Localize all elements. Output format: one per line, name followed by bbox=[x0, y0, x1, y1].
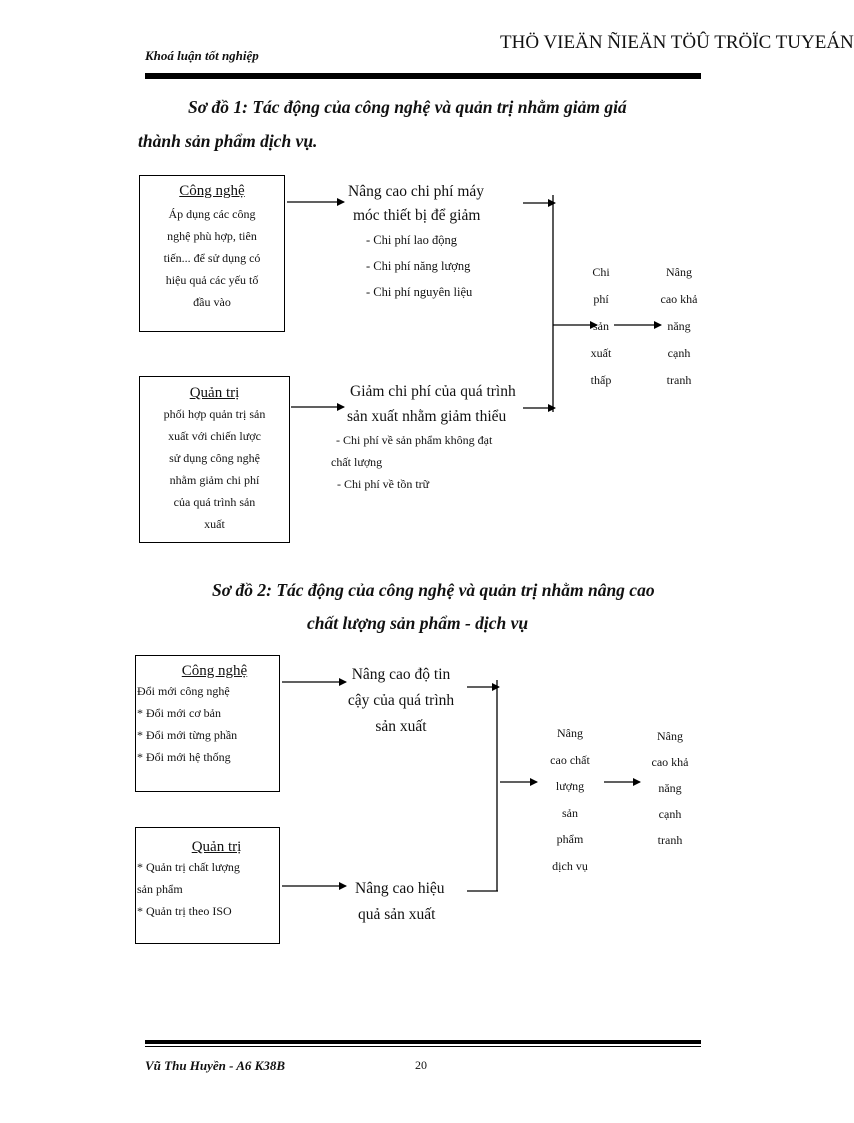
d1-tech-line: nghệ phù hợp, tiên bbox=[167, 229, 257, 243]
diagram2-title-line2: chất lượng sản phẩm - dịch vụ bbox=[307, 613, 529, 633]
d1-technology-title: Công nghệ bbox=[179, 183, 245, 199]
d2-technology-title: Công nghệ bbox=[181, 663, 248, 679]
d2-management-title: Quản trị bbox=[191, 839, 242, 855]
d2-result-word: sản bbox=[562, 805, 578, 820]
d2-mid-top-line: Nâng cao độ tin bbox=[351, 666, 451, 683]
d2-mid-bottom-line: Nâng cao hiệu bbox=[355, 880, 445, 897]
footer-author: Vũ Thu Huyền - A6 K38B bbox=[145, 1058, 286, 1073]
d1-mgmt-line: nhằm giảm chi phí bbox=[169, 473, 260, 487]
d1-mid-bottom-line1: Giảm chi phí của quá trình bbox=[350, 383, 516, 400]
d2-result-word: cao khả bbox=[651, 755, 689, 769]
d1-mid-top-line1: Nâng cao chi phí máy bbox=[348, 183, 485, 200]
header-left-text: Khoá luận tốt nghiệp bbox=[145, 48, 259, 63]
d1-mid-top-line2: móc thiết bị để giảm bbox=[353, 207, 481, 224]
d2-result-word: Nâng bbox=[557, 726, 583, 740]
d1-mgmt-line: của quá trình sản bbox=[173, 495, 256, 509]
footer-rule-thick bbox=[145, 1040, 701, 1044]
d1-tech-line: đầu vào bbox=[193, 295, 231, 309]
d1-mid-bottom-line2: sản xuất nhằm giảm thiểu bbox=[347, 408, 507, 425]
diagram1-title-line1: Sơ đồ 1: Tác động của công nghệ và quản trị nhằm giảm giá bbox=[188, 97, 627, 117]
d1-mid-bottom-item1a: - Chi phí về sản phẩm không đạt bbox=[336, 433, 493, 447]
diagram2-title-line1: Sơ đồ 2: Tác động của công nghệ và quản trị nhằm nâng cao bbox=[212, 580, 655, 600]
d2-mid-top-line: cậy của quá trình bbox=[347, 692, 455, 709]
d2-result-word: phẩm bbox=[556, 832, 584, 846]
d1-result-word: phí bbox=[593, 292, 609, 306]
d1-mgmt-line: sử dụng công nghệ bbox=[169, 451, 260, 465]
d2-tech-line: * Đổi mới cơ bản bbox=[137, 706, 222, 720]
d2-tech-line: * Đổi mới từng phần bbox=[137, 728, 238, 742]
d1-mgmt-line: xuất bbox=[204, 517, 225, 531]
d2-mgmt-line: * Quản trị theo ISO bbox=[137, 904, 232, 918]
d1-result-word: Chi bbox=[592, 265, 610, 279]
d1-result-word: năng bbox=[667, 319, 691, 333]
d2-mgmt-line: * Quản trị chất lượng bbox=[137, 860, 240, 874]
d2-mid-bottom-line: quả sản xuất bbox=[358, 906, 436, 923]
d2-result-word: năng bbox=[658, 781, 682, 795]
d1-result-word: tranh bbox=[666, 373, 692, 387]
d2-result-word: Nâng bbox=[657, 729, 683, 743]
footer-page-number: 20 bbox=[415, 1058, 427, 1072]
d1-result-word: cao khả bbox=[660, 292, 698, 306]
d2-result-word: lượng bbox=[555, 779, 585, 793]
d2-result-word: dịch vụ bbox=[552, 858, 588, 873]
d2-result-word: cao chất bbox=[550, 752, 590, 767]
d1-mgmt-line: phối hợp quản trị sản bbox=[163, 407, 266, 421]
d1-tech-line: tiến... để sử dụng có bbox=[163, 251, 261, 265]
d1-result-word: sản bbox=[593, 319, 609, 333]
d1-result-word: thấp bbox=[590, 373, 612, 387]
d1-mid-bottom-item2: - Chi phí về tồn trữ bbox=[337, 477, 430, 491]
d2-result-word: tranh bbox=[657, 833, 683, 847]
d1-result-word: xuất bbox=[590, 346, 612, 360]
d1-tech-line: hiệu quả các yếu tố bbox=[165, 273, 259, 287]
d1-tech-line: Áp dụng các công bbox=[168, 207, 256, 221]
footer-rule-thin bbox=[145, 1046, 701, 1047]
d1-cost-item: - Chi phí lao động bbox=[366, 233, 457, 247]
d2-mgmt-line: sản phẩm bbox=[137, 882, 183, 896]
d2-mid-top-line: sản xuất bbox=[375, 718, 427, 735]
header-site-title: THÖ VIEÄN ÑIEÄN TÖÛ TRÖÏC TUYEÁN bbox=[500, 32, 854, 53]
d1-mgmt-line: xuất với chiến lược bbox=[168, 429, 261, 443]
d2-tech-line: * Đổi mới hệ thống bbox=[137, 750, 231, 764]
diagram1-title-line2: thành sản phẩm dịch vụ. bbox=[138, 131, 318, 151]
d2-result-word: cạnh bbox=[658, 807, 682, 821]
d1-mid-bottom-item1b: chất lượng bbox=[331, 455, 383, 469]
d1-management-title: Quản trị bbox=[189, 385, 240, 401]
d2-tech-line: Đổi mới công nghệ bbox=[137, 684, 230, 698]
d1-cost-item: - Chi phí nguyên liệu bbox=[366, 285, 473, 299]
d1-result-word: Nâng bbox=[666, 265, 692, 279]
d1-cost-item: - Chi phí năng lượng bbox=[366, 259, 471, 273]
d1-result-word: cạnh bbox=[667, 346, 691, 360]
